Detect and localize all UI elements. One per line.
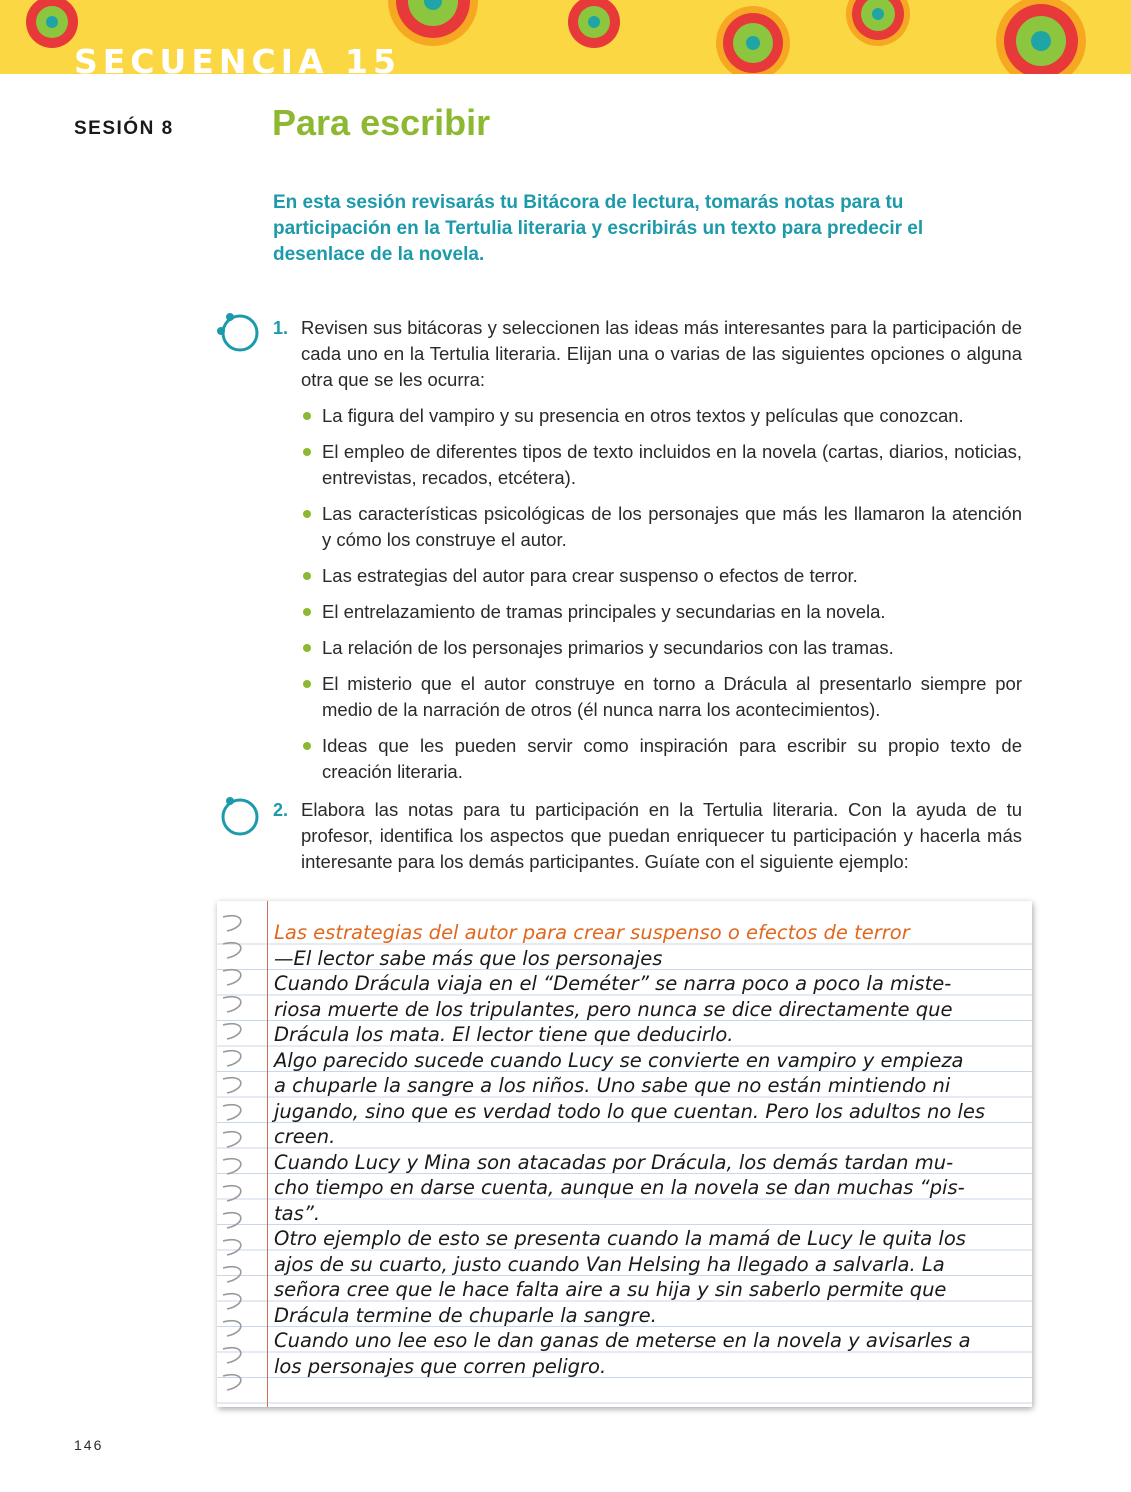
list-item	[301, 733, 1022, 785]
activity-2	[216, 797, 1022, 875]
notebook-example	[217, 901, 1032, 1407]
bullet-icon	[303, 644, 311, 652]
list-item	[301, 403, 1022, 429]
intro-text: En esta sesión revisarás tu Bitácora de lectura, tomarás notas para tu participación en la Tertulia literaria y escribirás un texto para predecir el desenlace de la novela.	[273, 192, 924, 265]
activity-number: 1.	[273, 318, 289, 338]
individual-activity-icon	[216, 795, 264, 839]
bullet-icon	[303, 742, 311, 750]
decorative-circle	[1031, 31, 1051, 51]
note-line: creen.	[274, 1125, 336, 1148]
note-line: Otro ejemplo de esto se presenta cuando la mamá de Lucy le quita los	[274, 1227, 966, 1250]
decorative-circle	[46, 16, 58, 28]
list-item	[301, 635, 1022, 661]
list-item-text: El misterio que el autor construye en torno a Drácula al presentarlo siempre por medio de la narración de otros (él nunca narra los acontecimientos).	[322, 673, 1022, 720]
list-item	[301, 439, 1022, 491]
decorative-circle	[588, 16, 600, 28]
activity-text: Revisen sus bitácoras y seleccionen las ideas más interesantes para la participación de cada uno en la Tertulia literaria. Elijan una o varias de las siguientes opciones o alguna otra que se les ocurra:	[301, 317, 1022, 390]
section-title: Para escribir	[272, 102, 491, 143]
note-line: cho tiempo en darse cuenta, aunque en la novela se dan muchas “pis-	[274, 1176, 965, 1199]
list-item-text: El entrelazamiento de tramas principales y secundarias en la novela.	[322, 601, 886, 622]
spiral-binding-icon	[221, 911, 251, 1401]
list-item-text: Las características psicológicas de los personajes que más les llamaron la atención y cómo los construye el autor.	[322, 503, 1022, 550]
list-item-text: La relación de los personajes primarios y secundarios con las tramas.	[322, 637, 894, 658]
activity-text: Elabora las notas para tu participación en la Tertulia literaria. Con la ayuda de tu profesor, identifica los aspectos que puedan enriquecer tu participación y hacerla más interesante para los demás participantes. Guíate con el siguiente ejemplo:	[301, 799, 1022, 872]
note-line: —El lector sabe más que los personajes	[274, 946, 663, 970]
note-line: Cuando Lucy y Mina son atacadas por Drácula, los demás tardan mu-	[274, 1150, 954, 1174]
list-item	[301, 599, 1022, 625]
list-item	[301, 563, 1022, 589]
note-line: Cuando uno lee eso le dan ganas de meterse en la novela y avisarles a	[274, 1329, 971, 1352]
list-item	[301, 671, 1022, 723]
bullet-icon	[303, 680, 311, 688]
list-item-text: La figura del vampiro y su presencia en otros textos y películas que conozcan.	[322, 405, 964, 426]
list-item-text: Las estrategias del autor para crear suspenso o efectos de terror.	[322, 565, 858, 586]
list-item	[301, 501, 1022, 553]
page-number: 146	[74, 1437, 104, 1453]
decorative-circle	[746, 36, 760, 50]
bullet-icon	[303, 412, 311, 420]
sequence-title: SECUENCIA 15	[74, 42, 401, 74]
note-line: señora cree que le hace falta aire a su hija y sin saberlo permite que	[274, 1278, 947, 1301]
activity-number: 2.	[273, 800, 289, 820]
activity-1	[216, 315, 1022, 795]
note-line: a chuparle la sangre a los niños. Uno sabe que no están mintiendo ni	[274, 1074, 951, 1097]
note-line: Cuando Drácula viaja en el “Deméter” se narra poco a poco la miste-	[274, 972, 952, 995]
bullet-icon	[303, 608, 311, 616]
note-line: jugando, sino que es verdad todo lo que cuentan. Pero los adultos no les	[274, 1099, 986, 1123]
note-line: Drácula termine de chuparle la sangre.	[274, 1303, 657, 1327]
note-heading: Las estrategias del autor para crear suspenso o efectos de terror	[274, 921, 910, 944]
options-list	[301, 403, 1022, 785]
list-item-text: Ideas que les pueden servir como inspiración para escribir su propio texto de creación literaria.	[322, 735, 1022, 782]
list-item-text: El empleo de diferentes tipos de texto incluidos en la novela (cartas, diarios, noticias, entrevistas, recados, etcétera).	[322, 441, 1022, 488]
decorative-circle	[872, 8, 884, 20]
session-label: SESIÓN 8	[74, 118, 174, 139]
handwritten-notes	[274, 920, 1024, 1379]
margin-line	[267, 901, 268, 1407]
bullet-icon	[303, 572, 311, 580]
bullet-icon	[303, 510, 311, 518]
header-banner	[0, 0, 1131, 74]
team-activity-icon	[216, 311, 264, 355]
note-line: riosa muerte de los tripulantes, pero nunca se dice directamente que	[274, 997, 953, 1021]
note-line: tas”.	[274, 1201, 321, 1225]
note-line: los personajes que corren peligro.	[274, 1354, 607, 1378]
bullet-icon	[303, 448, 311, 456]
note-line: ajos de su cuarto, justo cuando Van Helsing ha llegado a salvarla. La	[274, 1252, 945, 1276]
note-line: Drácula los mata. El lector tiene que deducirlo.	[274, 1023, 734, 1046]
note-line: Algo parecido sucede cuando Lucy se convierte en vampiro y empieza	[274, 1048, 964, 1072]
